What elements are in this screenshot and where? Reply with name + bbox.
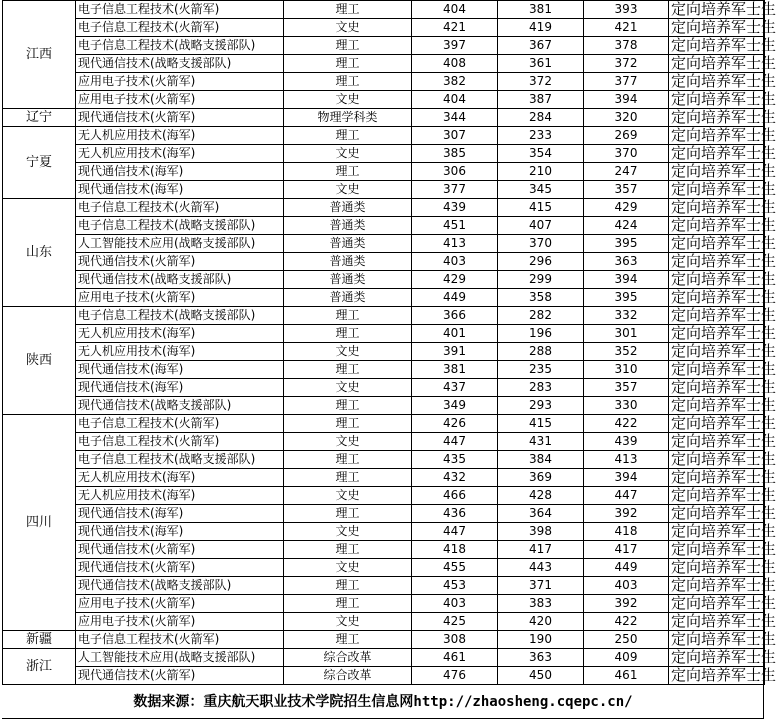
min-score-cell: 361 [498, 55, 584, 73]
min-score-cell: 381 [498, 1, 584, 19]
major-cell: 电子信息工程技术(战略支援部队) [76, 451, 284, 469]
avg-score-cell: 393 [584, 1, 669, 19]
major-cell: 无人机应用技术(海军) [76, 145, 284, 163]
major-cell: 现代通信技术(火箭军) [76, 541, 284, 559]
avg-score-cell: 409 [584, 649, 669, 667]
avg-score-cell: 395 [584, 289, 669, 307]
major-cell: 现代通信技术(火箭军) [76, 559, 284, 577]
enrollment-type-cell: 定向培养军士生 [669, 397, 765, 415]
avg-score-cell: 447 [584, 487, 669, 505]
min-score-cell: 283 [498, 379, 584, 397]
min-score-cell: 383 [498, 595, 584, 613]
max-score-cell: 421 [412, 19, 498, 37]
max-score-cell: 408 [412, 55, 498, 73]
table-row [3, 631, 765, 649]
avg-score-cell: 461 [584, 667, 669, 685]
table-row [3, 109, 765, 127]
enrollment-type-cell: 定向培养军士生 [669, 91, 765, 109]
max-score-cell: 306 [412, 163, 498, 181]
major-cell: 电子信息工程技术(火箭军) [76, 433, 284, 451]
enrollment-type-cell: 定向培养军士生 [669, 109, 765, 127]
province-cell: 四川 [3, 415, 76, 631]
major-cell: 无人机应用技术(海军) [76, 343, 284, 361]
table-row [3, 595, 765, 613]
avg-score-cell: 357 [584, 379, 669, 397]
enrollment-type-cell: 定向培养军士生 [669, 361, 765, 379]
avg-score-cell: 394 [584, 271, 669, 289]
enrollment-type-cell: 定向培养军士生 [669, 55, 765, 73]
category-cell: 文史 [284, 379, 412, 397]
min-score-cell: 282 [498, 307, 584, 325]
province-cell: 浙江 [3, 649, 76, 685]
major-cell: 无人机应用技术(海军) [76, 127, 284, 145]
min-score-cell: 293 [498, 397, 584, 415]
min-score-cell: 415 [498, 415, 584, 433]
major-cell: 无人机应用技术(海军) [76, 325, 284, 343]
category-cell: 理工 [284, 55, 412, 73]
max-score-cell: 432 [412, 469, 498, 487]
max-score-cell: 308 [412, 631, 498, 649]
table-row [3, 37, 765, 55]
table-row [3, 163, 765, 181]
max-score-cell: 436 [412, 505, 498, 523]
table-row [3, 541, 765, 559]
enrollment-type-cell: 定向培养军士生 [669, 343, 765, 361]
min-score-cell: 450 [498, 667, 584, 685]
table-row [3, 91, 765, 109]
major-cell: 现代通信技术(火箭军) [76, 253, 284, 271]
category-cell: 普通类 [284, 199, 412, 217]
min-score-cell: 428 [498, 487, 584, 505]
major-cell: 现代通信技术(火箭军) [76, 109, 284, 127]
category-cell: 理工 [284, 307, 412, 325]
min-score-cell: 415 [498, 199, 584, 217]
min-score-cell: 370 [498, 235, 584, 253]
enrollment-type-cell: 定向培养军士生 [669, 433, 765, 451]
max-score-cell: 401 [412, 325, 498, 343]
min-score-cell: 210 [498, 163, 584, 181]
enrollment-type-cell: 定向培养军士生 [669, 541, 765, 559]
table-row [3, 523, 765, 541]
max-score-cell: 381 [412, 361, 498, 379]
min-score-cell: 354 [498, 145, 584, 163]
enrollment-type-cell: 定向培养军士生 [669, 613, 765, 631]
major-cell: 现代通信技术(战略支援部队) [76, 397, 284, 415]
avg-score-cell: 301 [584, 325, 669, 343]
major-cell: 无人机应用技术(海军) [76, 487, 284, 505]
max-score-cell: 439 [412, 199, 498, 217]
major-cell: 无人机应用技术(海军) [76, 469, 284, 487]
province-cell: 辽宁 [3, 109, 76, 127]
table-row [3, 343, 765, 361]
major-cell: 现代通信技术(海军) [76, 379, 284, 397]
min-score-cell: 358 [498, 289, 584, 307]
avg-score-cell: 269 [584, 127, 669, 145]
max-score-cell: 307 [412, 127, 498, 145]
max-score-cell: 447 [412, 433, 498, 451]
avg-score-cell: 418 [584, 523, 669, 541]
max-score-cell: 397 [412, 37, 498, 55]
enrollment-type-cell: 定向培养军士生 [669, 649, 765, 667]
min-score-cell: 372 [498, 73, 584, 91]
enrollment-type-cell: 定向培养军士生 [669, 307, 765, 325]
major-cell: 现代通信技术(海军) [76, 181, 284, 199]
enrollment-type-cell: 定向培养军士生 [669, 1, 765, 19]
min-score-cell: 190 [498, 631, 584, 649]
enrollment-type-cell: 定向培养军士生 [669, 271, 765, 289]
table-row [3, 235, 765, 253]
max-score-cell: 429 [412, 271, 498, 289]
avg-score-cell: 403 [584, 577, 669, 595]
avg-score-cell: 413 [584, 451, 669, 469]
avg-score-cell: 332 [584, 307, 669, 325]
category-cell: 普通类 [284, 271, 412, 289]
max-score-cell: 449 [412, 289, 498, 307]
max-score-cell: 476 [412, 667, 498, 685]
enrollment-type-cell: 定向培养军士生 [669, 127, 765, 145]
province-cell: 江西 [3, 1, 76, 109]
enrollment-type-cell: 定向培养军士生 [669, 163, 765, 181]
province-cell: 新疆 [3, 631, 76, 649]
avg-score-cell: 320 [584, 109, 669, 127]
table-row [3, 415, 765, 433]
max-score-cell: 403 [412, 595, 498, 613]
category-cell: 综合改革 [284, 667, 412, 685]
province-cell: 宁夏 [3, 127, 76, 199]
major-cell: 应用电子技术(火箭军) [76, 595, 284, 613]
table-row [3, 487, 765, 505]
max-score-cell: 344 [412, 109, 498, 127]
min-score-cell: 407 [498, 217, 584, 235]
min-score-cell: 363 [498, 649, 584, 667]
avg-score-cell: 417 [584, 541, 669, 559]
max-score-cell: 349 [412, 397, 498, 415]
score-table-container [2, 0, 776, 719]
enrollment-type-cell: 定向培养军士生 [669, 595, 765, 613]
table-row [3, 451, 765, 469]
major-cell: 电子信息工程技术(火箭军) [76, 415, 284, 433]
table-row [3, 271, 765, 289]
table-row [3, 469, 765, 487]
min-score-cell: 387 [498, 91, 584, 109]
major-cell: 应用电子技术(火箭军) [76, 289, 284, 307]
enrollment-type-cell: 定向培养军士生 [669, 487, 765, 505]
min-score-cell: 417 [498, 541, 584, 559]
table-row [3, 379, 765, 397]
max-score-cell: 385 [412, 145, 498, 163]
min-score-cell: 196 [498, 325, 584, 343]
max-score-cell: 461 [412, 649, 498, 667]
avg-score-cell: 421 [584, 19, 669, 37]
table-row [3, 577, 765, 595]
enrollment-type-cell: 定向培养军士生 [669, 505, 765, 523]
avg-score-cell: 357 [584, 181, 669, 199]
avg-score-cell: 247 [584, 163, 669, 181]
min-score-cell: 233 [498, 127, 584, 145]
avg-score-cell: 395 [584, 235, 669, 253]
table-row [3, 667, 765, 685]
category-cell: 文史 [284, 613, 412, 631]
min-score-cell: 284 [498, 109, 584, 127]
table-row [3, 307, 765, 325]
major-cell: 应用电子技术(火箭军) [76, 73, 284, 91]
category-cell: 理工 [284, 595, 412, 613]
table-row [3, 1, 765, 19]
avg-score-cell: 392 [584, 505, 669, 523]
min-score-cell: 299 [498, 271, 584, 289]
min-score-cell: 367 [498, 37, 584, 55]
avg-score-cell: 429 [584, 199, 669, 217]
table-body [3, 0, 776, 685]
enrollment-type-cell: 定向培养军士生 [669, 145, 765, 163]
max-score-cell: 418 [412, 541, 498, 559]
avg-score-cell: 439 [584, 433, 669, 451]
max-score-cell: 382 [412, 73, 498, 91]
data-source-label: 数据来源：重庆航天职业技术学院招生信息网 [133, 694, 414, 710]
major-cell: 电子信息工程技术(火箭军) [76, 1, 284, 19]
min-score-cell: 364 [498, 505, 584, 523]
enrollment-type-cell: 定向培养军士生 [669, 217, 765, 235]
category-cell: 文史 [284, 19, 412, 37]
category-cell: 理工 [284, 469, 412, 487]
major-cell: 人工智能技术应用(战略支援部队) [76, 649, 284, 667]
category-cell: 理工 [284, 163, 412, 181]
category-cell: 理工 [284, 37, 412, 55]
category-cell: 文史 [284, 91, 412, 109]
max-score-cell: 377 [412, 181, 498, 199]
max-score-cell: 466 [412, 487, 498, 505]
category-cell: 普通类 [284, 289, 412, 307]
min-score-cell: 431 [498, 433, 584, 451]
data-source-url[interactable]: http://zhaosheng.cqepc.cn/ [413, 694, 633, 710]
table-row [3, 361, 765, 379]
table-row [3, 127, 765, 145]
enrollment-type-cell: 定向培养军士生 [669, 37, 765, 55]
category-cell: 文史 [284, 145, 412, 163]
avg-score-cell: 370 [584, 145, 669, 163]
table-row [3, 181, 765, 199]
min-score-cell: 419 [498, 19, 584, 37]
category-cell: 理工 [284, 631, 412, 649]
enrollment-type-cell: 定向培养军士生 [669, 253, 765, 271]
max-score-cell: 404 [412, 1, 498, 19]
enrollment-type-cell: 定向培养军士生 [669, 577, 765, 595]
table-row [3, 217, 765, 235]
enrollment-type-cell: 定向培养军士生 [669, 289, 765, 307]
major-cell: 现代通信技术(海军) [76, 361, 284, 379]
category-cell: 文史 [284, 487, 412, 505]
enrollment-type-cell: 定向培养军士生 [669, 325, 765, 343]
category-cell: 物理学科类 [284, 109, 412, 127]
category-cell: 普通类 [284, 253, 412, 271]
enrollment-type-cell: 定向培养军士生 [669, 235, 765, 253]
province-cell: 山东 [3, 199, 76, 307]
category-cell: 理工 [284, 451, 412, 469]
max-score-cell: 437 [412, 379, 498, 397]
category-cell: 文史 [284, 343, 412, 361]
major-cell: 应用电子技术(火箭军) [76, 91, 284, 109]
min-score-cell: 420 [498, 613, 584, 631]
avg-score-cell: 424 [584, 217, 669, 235]
category-cell: 理工 [284, 325, 412, 343]
avg-score-cell: 310 [584, 361, 669, 379]
province-cell: 陕西 [3, 307, 76, 415]
category-cell: 普通类 [284, 217, 412, 235]
major-cell: 现代通信技术(战略支援部队) [76, 55, 284, 73]
table-row [3, 397, 765, 415]
category-cell: 综合改革 [284, 649, 412, 667]
max-score-cell: 413 [412, 235, 498, 253]
category-cell: 文史 [284, 523, 412, 541]
min-score-cell: 398 [498, 523, 584, 541]
max-score-cell: 426 [412, 415, 498, 433]
avg-score-cell: 422 [584, 415, 669, 433]
table-row [3, 145, 765, 163]
enrollment-type-cell: 定向培养军士生 [669, 631, 765, 649]
avg-score-cell: 392 [584, 595, 669, 613]
major-cell: 现代通信技术(战略支援部队) [76, 577, 284, 595]
table-row [3, 55, 765, 73]
enrollment-type-cell: 定向培养军士生 [669, 199, 765, 217]
max-score-cell: 425 [412, 613, 498, 631]
major-cell: 电子信息工程技术(火箭军) [76, 199, 284, 217]
major-cell: 现代通信技术(海军) [76, 163, 284, 181]
table-row [3, 289, 765, 307]
min-score-cell: 443 [498, 559, 584, 577]
enrollment-type-cell: 定向培养军士生 [669, 451, 765, 469]
avg-score-cell: 250 [584, 631, 669, 649]
table-row [3, 433, 765, 451]
table-row [3, 559, 765, 577]
data-source-footer [2, 684, 764, 719]
category-cell: 理工 [284, 1, 412, 19]
table-row [3, 199, 765, 217]
avg-score-cell: 372 [584, 55, 669, 73]
table-row [3, 505, 765, 523]
category-cell: 理工 [284, 415, 412, 433]
avg-score-cell: 394 [584, 469, 669, 487]
min-score-cell: 384 [498, 451, 584, 469]
category-cell: 理工 [284, 577, 412, 595]
min-score-cell: 369 [498, 469, 584, 487]
enrollment-type-cell: 定向培养军士生 [669, 73, 765, 91]
table-row [3, 325, 765, 343]
major-cell: 电子信息工程技术(火箭军) [76, 19, 284, 37]
category-cell: 文史 [284, 181, 412, 199]
enrollment-type-cell: 定向培养军士生 [669, 667, 765, 685]
enrollment-type-cell: 定向培养军士生 [669, 379, 765, 397]
table-row [3, 649, 765, 667]
max-score-cell: 453 [412, 577, 498, 595]
major-cell: 现代通信技术(海军) [76, 505, 284, 523]
major-cell: 电子信息工程技术(战略支援部队) [76, 217, 284, 235]
category-cell: 理工 [284, 397, 412, 415]
admission-score-table [2, 0, 776, 685]
major-cell: 现代通信技术(战略支援部队) [76, 271, 284, 289]
enrollment-type-cell: 定向培养军士生 [669, 19, 765, 37]
category-cell: 理工 [284, 505, 412, 523]
major-cell: 电子信息工程技术(战略支援部队) [76, 307, 284, 325]
category-cell: 理工 [284, 361, 412, 379]
category-cell: 普通类 [284, 235, 412, 253]
major-cell: 应用电子技术(火箭军) [76, 613, 284, 631]
min-score-cell: 371 [498, 577, 584, 595]
enrollment-type-cell: 定向培养军士生 [669, 415, 765, 433]
max-score-cell: 404 [412, 91, 498, 109]
major-cell: 人工智能技术应用(战略支援部队) [76, 235, 284, 253]
max-score-cell: 435 [412, 451, 498, 469]
table-row [3, 73, 765, 91]
max-score-cell: 403 [412, 253, 498, 271]
category-cell: 文史 [284, 559, 412, 577]
avg-score-cell: 330 [584, 397, 669, 415]
avg-score-cell: 378 [584, 37, 669, 55]
max-score-cell: 391 [412, 343, 498, 361]
category-cell: 理工 [284, 73, 412, 91]
min-score-cell: 288 [498, 343, 584, 361]
table-row [3, 19, 765, 37]
max-score-cell: 455 [412, 559, 498, 577]
avg-score-cell: 422 [584, 613, 669, 631]
max-score-cell: 366 [412, 307, 498, 325]
table-row [3, 613, 765, 631]
enrollment-type-cell: 定向培养军士生 [669, 559, 765, 577]
major-cell: 电子信息工程技术(战略支援部队) [76, 37, 284, 55]
avg-score-cell: 352 [584, 343, 669, 361]
avg-score-cell: 377 [584, 73, 669, 91]
major-cell: 现代通信技术(火箭军) [76, 667, 284, 685]
max-score-cell: 447 [412, 523, 498, 541]
enrollment-type-cell: 定向培养军士生 [669, 523, 765, 541]
major-cell: 电子信息工程技术(火箭军) [76, 631, 284, 649]
category-cell: 理工 [284, 541, 412, 559]
min-score-cell: 345 [498, 181, 584, 199]
enrollment-type-cell: 定向培养军士生 [669, 181, 765, 199]
avg-score-cell: 394 [584, 91, 669, 109]
min-score-cell: 296 [498, 253, 584, 271]
min-score-cell: 235 [498, 361, 584, 379]
max-score-cell: 451 [412, 217, 498, 235]
category-cell: 理工 [284, 127, 412, 145]
category-cell: 文史 [284, 433, 412, 451]
table-row [3, 253, 765, 271]
enrollment-type-cell: 定向培养军士生 [669, 469, 765, 487]
avg-score-cell: 449 [584, 559, 669, 577]
major-cell: 现代通信技术(海军) [76, 523, 284, 541]
avg-score-cell: 363 [584, 253, 669, 271]
